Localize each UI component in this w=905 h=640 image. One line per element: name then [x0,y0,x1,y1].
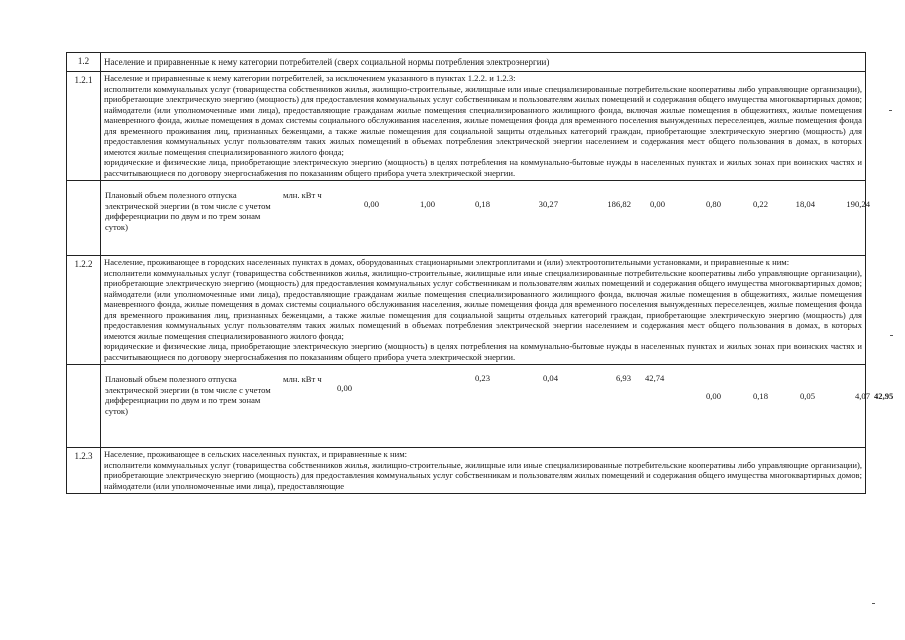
value-cell: 0,04 [542,373,558,383]
value-cell: 0,00 [705,391,721,401]
value-cell: 30,27 [538,199,558,209]
value-cell: 0,23 [474,373,490,383]
row-1-2-2 [67,256,866,365]
value-cell: 0,80 [705,199,721,209]
row-description [101,72,866,181]
volume-label: Плановый объем полезного отпуска электрической энергии (в том числе с учетом дифференциации по двум и по трем зонам суток) [105,190,271,232]
value-cell: 0,05 [799,391,815,401]
volume-table: Плановый объем полезного отпуска электрической энергии (в том числе с учетом дифференциации по двум и по трем зонам суток) млн. кВт ч 0,00 0,23 0,04 6,93 42,74 0,00 0,18 0,05 4,07 42,95 [101,371,874,439]
row-description [101,448,866,494]
value-cell: 0,00 [337,383,353,393]
volume-row-1-2-2 [67,365,866,448]
value-cell: 1,00 [419,199,435,209]
paragraph: Население, проживающее в городских населенных пунктах в домах, оборудованных стационарными электроплитами и (или) электроотопительными установками, и приравненные к ним: [104,257,790,267]
row-1-2-3 [67,448,866,494]
value-cell: 42,74 [645,373,665,383]
volume-row-1-2-1 [67,181,866,256]
row-1-2 [67,53,866,72]
paragraph: юридические и физические лица, приобретающие электрическую энергию (мощность) в целях потребления на коммунально-бытовые нужды в населенных пунктах и жилых зонах при воинских частях и рассчитывающиеся по договору энергоснабжения по показаниям общего прибора учета электрической энергии. [104,341,862,362]
scan-speck [889,110,892,111]
scan-speck [872,603,875,604]
value-cell: 4,07 [854,391,870,401]
row-description [101,256,866,365]
paragraph: Население и приравненные к нему категории потребителей, за исключением указанного в пунктах 1.2.2. и 1.2.3: [104,73,516,83]
paragraph: исполнители коммунальных услуг (товарищества собственников жилья, жилищно-строительные, жилищные или иные специализированные потребительские кооперативы либо управляющие организации), приобретающие электрическую энергию (мощность) для предоставления коммунальных услуг собственникам и пользователям жилых помещений и содержания общего имущества многоквартирных домов; наймодатели (или уполномоченные ими лица), предоставляющие [104,459,862,491]
scan-speck [890,335,893,336]
row-heading: Население и приравненные к нему категории потребителей (сверх социальной нормы потребления электроэнергии) [101,53,866,72]
paragraph: исполнители коммунальных услуг (товарищества собственников жилья, жилищно-строительные, жилищные или иные специализированные потребительские кооперативы либо управляющие организации), приобретающие электрическую энергию (мощность) для предоставления коммунальных услуг собственникам и пользователям жилых помещений и содержания общего имущества многоквартирных домов; наймодатели (или уполномоченные ими лица), предоставляющие гражданам жилые помещения специализированного жилищного фонда, включая жилые помещения в общежитиях, жилые помещения маневренного фонда, жилые помещения в домах системы социального обслуживания населения, жилые помещения фонда для временного поселения вынужденных переселенцев, жилые помещения фонда для временного проживания лиц, признанных беженцами, а также жилые помещения для социальной защиты отдельных категорий граждан, приобретающие электрическую энергию (мощность) для предоставления коммунальных услуг пользователям таких жилых помещений в объемах потребления электрической энергии населением и содержания мест общего пользования в домах, в которых имеются жилые помещения специализированного жилого фонда; [104,83,862,157]
tariff-table [66,52,894,494]
value-cell: 0,00 [363,199,379,209]
value-cell: 190,24 [846,199,870,209]
value-cell: 0,18 [752,391,768,401]
row-number: 1.2 [67,53,101,72]
unit-label: млн. кВт ч [283,374,322,384]
paragraph: исполнители коммунальных услуг (товарищества собственников жилья, жилищно-строительные, жилищные или иные специализированные потребительские кооперативы либо управляющие организации), приобретающие электрическую энергию (мощность) для предоставления коммунальных услуг собственникам и пользователям жилых помещений и содержания общего имущества многоквартирных домов; наймодатели (или уполномоченные ими лица), предоставляющие гражданам жилые помещения специализированного жилищного фонда, включая жилые помещения в общежитиях, жилые помещения маневренного фонда, жилые помещения в домах системы социального обслуживания населения, жилые помещения фонда для временного поселения вынужденных переселенцев, жилые помещения фонда для временного проживания лиц, признанных беженцами, а также жилые помещения для социальной защиты отдельных категорий граждан, приобретающие электрическую энергию (мощность) для предоставления коммунальных услуг пользователям таких жилых помещений в объемах потребления электрической энергии населением и содержания мест общего пользования в домах, в которых имеются жилые помещения специализированного жилого фонда; [104,267,862,341]
paragraph: юридические и физические лица, приобретающие электрическую энергию (мощность) в целях потребления на коммунально-бытовые нужды в населенных пунктах и жилых зонах при воинских частях и рассчитывающиеся по договору энергоснабжения по показаниям общего прибора учета электрической энергии. [104,157,862,178]
unit-label: млн. кВт ч [283,190,322,200]
volume-label: Плановый объем полезного отпуска электрической энергии (в том числе с учетом дифференциации по двум и по трем зонам суток) [105,374,271,416]
value-cell: 0,00 [649,199,665,209]
value-cell: 186,82 [607,199,631,209]
value-cell: 18,04 [795,199,815,209]
value-cell: 6,93 [615,373,631,383]
row-number: 1.2.3 [67,448,101,494]
value-cell: 0,18 [474,199,490,209]
row-number: 1.2.1 [67,72,101,181]
paragraph: Население, проживающее в сельских населенных пунктах, и приравненные к ним: [104,449,408,459]
row-1-2-1 [67,72,866,181]
value-cell: 0,22 [752,199,768,209]
row-number: 1.2.2 [67,256,101,365]
volume-table [101,187,874,247]
